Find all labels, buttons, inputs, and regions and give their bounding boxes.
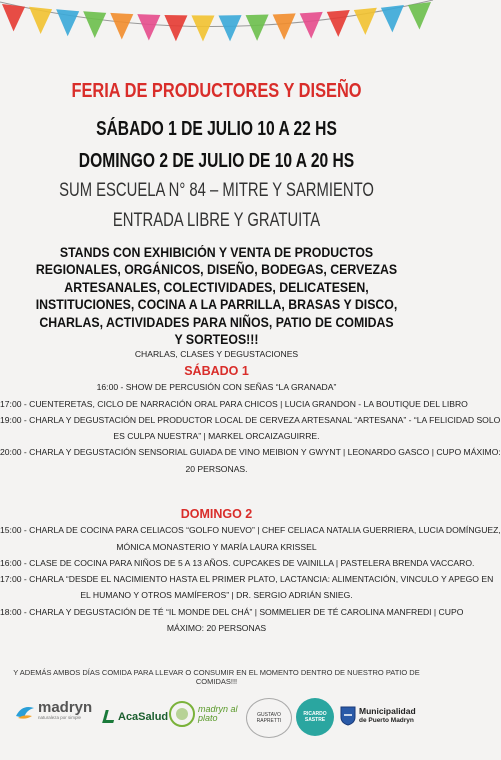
entry-info: ENTRADA LIBRE Y GRATUITA bbox=[112, 210, 321, 231]
footer-note: Y ADEMÁS AMBOS DÍAS COMIDA PARA LLEVAR O CONSUMIR EN EL MOMENTO DENTRO DE NUESTRO PATIO DE COMIDAS!!! bbox=[13, 668, 420, 686]
sponsor-logos bbox=[0, 696, 433, 746]
saturday-section bbox=[0, 363, 501, 477]
municipalidad-text-1: Municipalidad bbox=[359, 706, 416, 716]
bunting-flag bbox=[300, 12, 323, 39]
bunting-flag bbox=[83, 11, 106, 38]
saturday-label: SÁBADO 1 bbox=[184, 364, 249, 378]
bunting-flag bbox=[29, 7, 52, 34]
event-title: FERIA DE PRODUCTORES Y DISEÑO bbox=[71, 80, 362, 102]
program-line: MÁXIMO: 20 PERSONAS bbox=[166, 623, 267, 634]
bunting-flag bbox=[408, 2, 431, 30]
bunting-flag bbox=[137, 14, 160, 40]
bunting-flag bbox=[327, 10, 350, 37]
sunday-section bbox=[0, 506, 501, 636]
municipalidad-logo bbox=[340, 706, 416, 726]
venue-address: SUM ESCUELA N° 84 – MITRE Y SARMIENTO bbox=[59, 180, 374, 201]
bunting-flag bbox=[219, 15, 242, 41]
bunting-flag bbox=[110, 13, 133, 40]
program-line: EL HUMANO Y OTROS MAMÍFEROS” | DR. SERGIO ADRIÁN SNIEG. bbox=[80, 590, 353, 601]
program-section bbox=[0, 346, 433, 362]
event-description: STANDS CON EXHIBICIÓN Y VENTA DE PRODUCTOS REGIONALES, ORGÁNICOS, DISEÑO, BODEGAS, CERVEZAS ARTESANALES, COLECTIVIDADES, DELICATESEN, INSTITUCIONES, COCINA A LA PARRILLA, BRASAS Y DISCO, CHARLAS, ACTIVIDADES PARA NIÑOS, PATIO DE COMIDAS Y SORTEOS!!! bbox=[35, 245, 398, 348]
gustavo-rapretti-logo bbox=[246, 698, 292, 738]
bunting-flag bbox=[191, 15, 214, 41]
bunting-flag bbox=[246, 14, 269, 40]
madryn-al-plato-logo bbox=[168, 700, 242, 728]
madryn-logo-subtext: naturaleza por simple bbox=[38, 715, 82, 720]
ricardo-sastre-text: RICARDO SASTRE bbox=[303, 711, 327, 723]
program-line: 20:00 - CHARLA Y DEGUSTACIÓN SENSORIAL GUIADA DE VINO MEIBION Y GWYNT | LEONARDO GASCO | CUPO MÁXIMO: bbox=[0, 447, 501, 458]
program-line: 17:00 - CHARLA “DESDE EL NACIMIENTO HASTA EL PRIMER PLATO, LACTANCIA: ALIMENTACIÓN, VINCULO Y APEGO EN bbox=[0, 574, 494, 585]
bunting-flag bbox=[56, 9, 79, 36]
program-line: MÓNICA MONASTERIO Y MARÍA LAURA KRISSEL bbox=[116, 541, 317, 552]
gustavo-rapretti-text: GUSTAVO RAPRETTI bbox=[256, 712, 282, 724]
program-line: 16:00 - CLASE DE COCINA PARA NIÑOS DE 5 A 13 AÑOS. CUPCAKES DE VAINILLA | PASTELERA BRENDA VACCARO. bbox=[0, 557, 475, 568]
madryn-logo bbox=[14, 699, 93, 724]
sunday-hours: DOMINGO 2 DE JULIO DE 10 A 20 HS bbox=[78, 150, 355, 172]
bunting-flag bbox=[2, 4, 25, 31]
municipalidad-text-2: de Puerto Madryn bbox=[359, 717, 414, 724]
madryn-logo-text: madryn bbox=[38, 699, 93, 716]
program-line: ES CULPA NUESTRA” | MARKEL ORCAIZAGUIRRE. bbox=[113, 431, 320, 442]
program-heading: CHARLAS, CLASES Y DEGUSTACIONES bbox=[134, 349, 299, 359]
bunting-decoration bbox=[0, 0, 433, 90]
bunting-flag bbox=[164, 15, 187, 41]
bunting-flag bbox=[381, 5, 404, 32]
madryn-al-plato-text: madryn al plato bbox=[198, 704, 238, 723]
program-line: 20 PERSONAS. bbox=[185, 463, 248, 474]
sunday-label: DOMINGO 2 bbox=[180, 507, 253, 521]
saturday-hours: SÁBADO 1 DE JULIO 10 A 22 HS bbox=[96, 118, 337, 140]
bunting-flag bbox=[354, 8, 377, 35]
plate-icon bbox=[168, 700, 196, 728]
program-line: 19:00 - CHARLA Y DEGUSTACIÓN DEL PRODUCTOR LOCAL DE CERVEZA ARTESANAL “ARTESANA” - “LA FELICIDAD SOLO bbox=[0, 414, 501, 425]
shield-icon bbox=[340, 706, 356, 726]
program-line: 17:00 - CUENTERETAS, CICLO DE NARRACIÓN ORAL PARA CHICOS | LUCIA GRANDON - LA BOUTIQUE DEL LIBRO bbox=[0, 398, 468, 409]
acasalud-logo bbox=[104, 710, 168, 723]
program-line: 18:00 - CHARLA Y DEGUSTACIÓN DE TÉ “IL MONDE DEL CHÁ” | SOMMELIER DE TÉ CAROLINA MANFREDI | CUPO bbox=[0, 606, 464, 617]
program-line: 15:00 - CHARLA DE COCINA PARA CELIACOS “GOLFO NUEVO” | CHEF CELIACA NATALIA GUERRIERA, LUCIA DOMÍNGUEZ, bbox=[0, 525, 501, 536]
ricardo-sastre-logo bbox=[296, 698, 334, 736]
madryn-bird-icon bbox=[14, 702, 36, 724]
acasalud-mark-icon bbox=[102, 710, 116, 723]
acasalud-logo-text: AcaSalud bbox=[118, 710, 169, 723]
program-line: 16:00 - SHOW DE PERCUSIÓN CON SEÑAS “LA GRANADA” bbox=[96, 382, 337, 393]
bunting-flag bbox=[273, 13, 296, 40]
